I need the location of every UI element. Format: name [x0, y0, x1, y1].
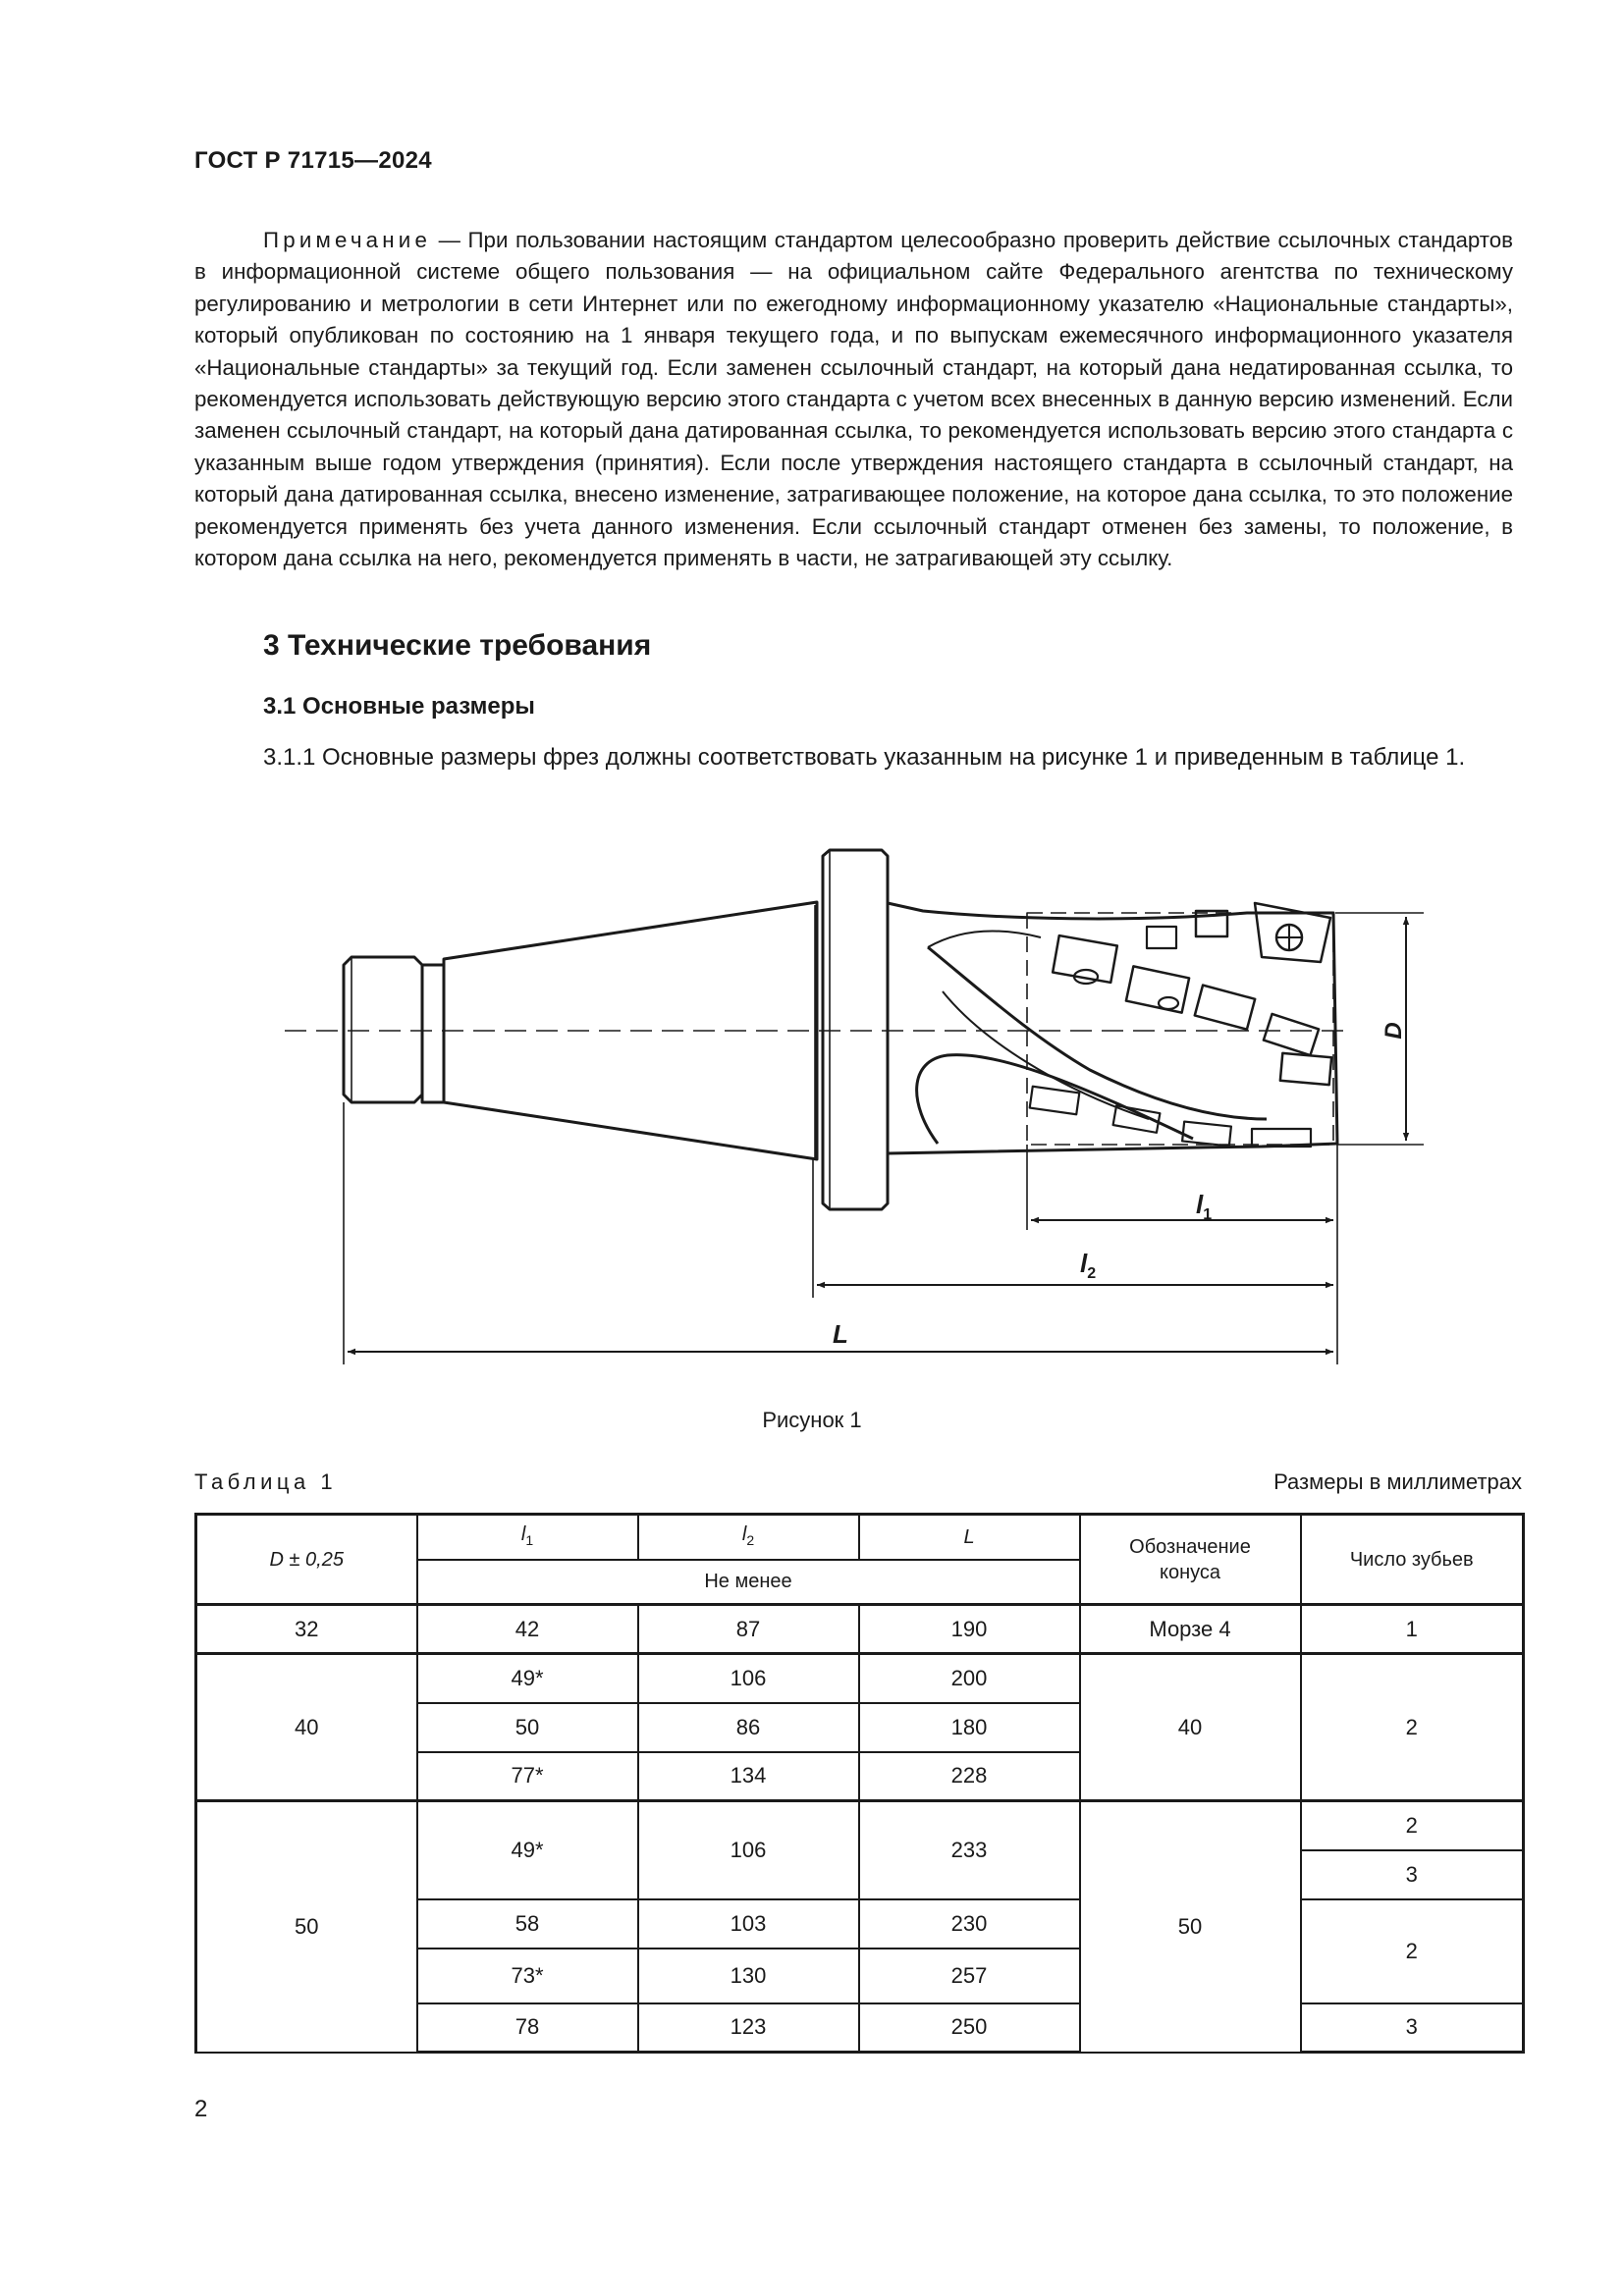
- cell-l1: 49*: [417, 1654, 638, 1703]
- document-header: ГОСТ Р 71715—2024: [194, 147, 432, 174]
- shank-knob: [344, 957, 422, 1102]
- cell-teeth: 2: [1301, 1654, 1524, 1801]
- cell-teeth: 2: [1301, 1899, 1524, 2003]
- cell-L: 228: [859, 1752, 1080, 1801]
- cell-L: 190: [859, 1605, 1080, 1654]
- header-cone: Обозначение конуса: [1080, 1515, 1301, 1605]
- header-l2: $l_2$: [638, 1515, 859, 1560]
- figure-1-drawing: [0, 825, 1624, 1404]
- header-teeth: Число зубьев: [1301, 1515, 1524, 1605]
- cell-l1: 77*: [417, 1752, 638, 1801]
- table-row: [196, 1605, 1524, 1654]
- cell-teeth: 1: [1301, 1605, 1524, 1654]
- cutter-envelope: [1027, 913, 1333, 1145]
- cell-teeth: 3: [1301, 2003, 1524, 2053]
- cell-l2: 130: [638, 1949, 859, 2003]
- table-row: [196, 1654, 1524, 1703]
- label-D: D: [1380, 1022, 1407, 1040]
- table-row: [196, 1801, 1524, 1850]
- cell-teeth: 3: [1301, 1850, 1524, 1899]
- shank-neck: [422, 965, 444, 1102]
- cell-l2: 103: [638, 1899, 859, 1949]
- cell-l1: 50: [417, 1703, 638, 1752]
- cell-cone: 50: [1080, 1801, 1301, 2053]
- label-l1-sub: 1: [1203, 1206, 1213, 1223]
- dimensions-table: [194, 1513, 1525, 2054]
- cell-l2: 106: [638, 1654, 859, 1703]
- table-label: Таблица 1: [194, 1469, 338, 1494]
- note-label: Примечание: [263, 228, 432, 252]
- cell-l2: 86: [638, 1703, 859, 1752]
- cell-L: 233: [859, 1801, 1080, 1899]
- note-paragraph: [194, 225, 1513, 574]
- cell-L: 180: [859, 1703, 1080, 1752]
- header-not-less: Не менее: [417, 1560, 1080, 1605]
- table-header-row: [196, 1515, 1524, 1560]
- cell-D: 50: [196, 1801, 417, 2053]
- cell-L: 250: [859, 2003, 1080, 2053]
- cell-D: 40: [196, 1654, 417, 1801]
- label-l2-main: l: [1080, 1249, 1088, 1278]
- cell-L: 230: [859, 1899, 1080, 1949]
- cell-D: 32: [196, 1605, 417, 1654]
- cell-cone: 40: [1080, 1654, 1301, 1801]
- cell-l1: 49*: [417, 1801, 638, 1899]
- cell-l2: 134: [638, 1752, 859, 1801]
- label-l2: [1080, 1249, 1096, 1282]
- cutter-body: [888, 903, 1337, 1153]
- label-l1-main: l: [1196, 1190, 1204, 1219]
- cell-l2: 106: [638, 1801, 859, 1899]
- cell-l1: 78: [417, 2003, 638, 2053]
- cell-l1: 73*: [417, 1949, 638, 2003]
- page-number: 2: [194, 2096, 208, 2122]
- label-l1: [1196, 1190, 1212, 1223]
- cell-cone: Морзе 4: [1080, 1605, 1301, 1654]
- header-l1: $l_1$: [417, 1515, 638, 1560]
- label-l2-sub: 2: [1087, 1265, 1097, 1282]
- cell-l2: 123: [638, 2003, 859, 2053]
- header-L: L: [859, 1515, 1080, 1560]
- header-D: D ± 0,25: [196, 1515, 417, 1605]
- label-L: L: [833, 1319, 848, 1349]
- cell-l1: 58: [417, 1899, 638, 1949]
- cell-teeth: 2: [1301, 1801, 1524, 1850]
- section-title: 3 Технические требования: [263, 629, 652, 662]
- subsection-title: 3.1 Основные размеры: [263, 693, 535, 720]
- figure-caption: Рисунок 1: [762, 1408, 862, 1432]
- cell-L: 200: [859, 1654, 1080, 1703]
- cell-l2: 87: [638, 1605, 859, 1654]
- cell-l1: 42: [417, 1605, 638, 1654]
- flange: [823, 850, 888, 1209]
- note-text: — При пользовании настоящим стандартом целесообразно проверить действие ссылочных стандартов в информационной системе общего пользования — на официальном сайте Федерального агентства по техническому регулированию и метрологии в сети Интернет или по ежегодному информационному указателю «Национальные стандарты», который опубликован по состоянию на 1 января текущего года, и по выпускам ежемесячного информационного указателя «Национальные стандарты» за текущий год. Если заменен ссылочный стандарт, на который дана недатированная ссылка, то рекомендуется использовать действующую версию этого стандарта с учетом всех внесенных в данную версию изменений. Если заменен ссылочный стандарт, на который дана датированная ссылка, то рекомендуется использовать версию этого стандарта с указанным выше годом утверждения (принятия). Если после утверждения настоящего стандарта в ссылочный стандарт, на который дана датированная ссылка, внесено изменение, затрагивающее положение, на которое дана ссылка, то это положение рекомендуется применять без учета данного изменения. Если ссылочный стандарт отменен без замены, то положение, в котором дана ссылка на него, рекомендуется применять в части, не затрагивающей эту ссылку.: [194, 228, 1513, 571]
- table-units: Размеры в миллиметрах: [1273, 1469, 1522, 1494]
- cell-L: 257: [859, 1949, 1080, 2003]
- body-paragraph: 3.1.1 Основные размеры фрез должны соответствовать указанным на рисунке 1 и приведенным в таблице 1.: [263, 744, 1466, 771]
